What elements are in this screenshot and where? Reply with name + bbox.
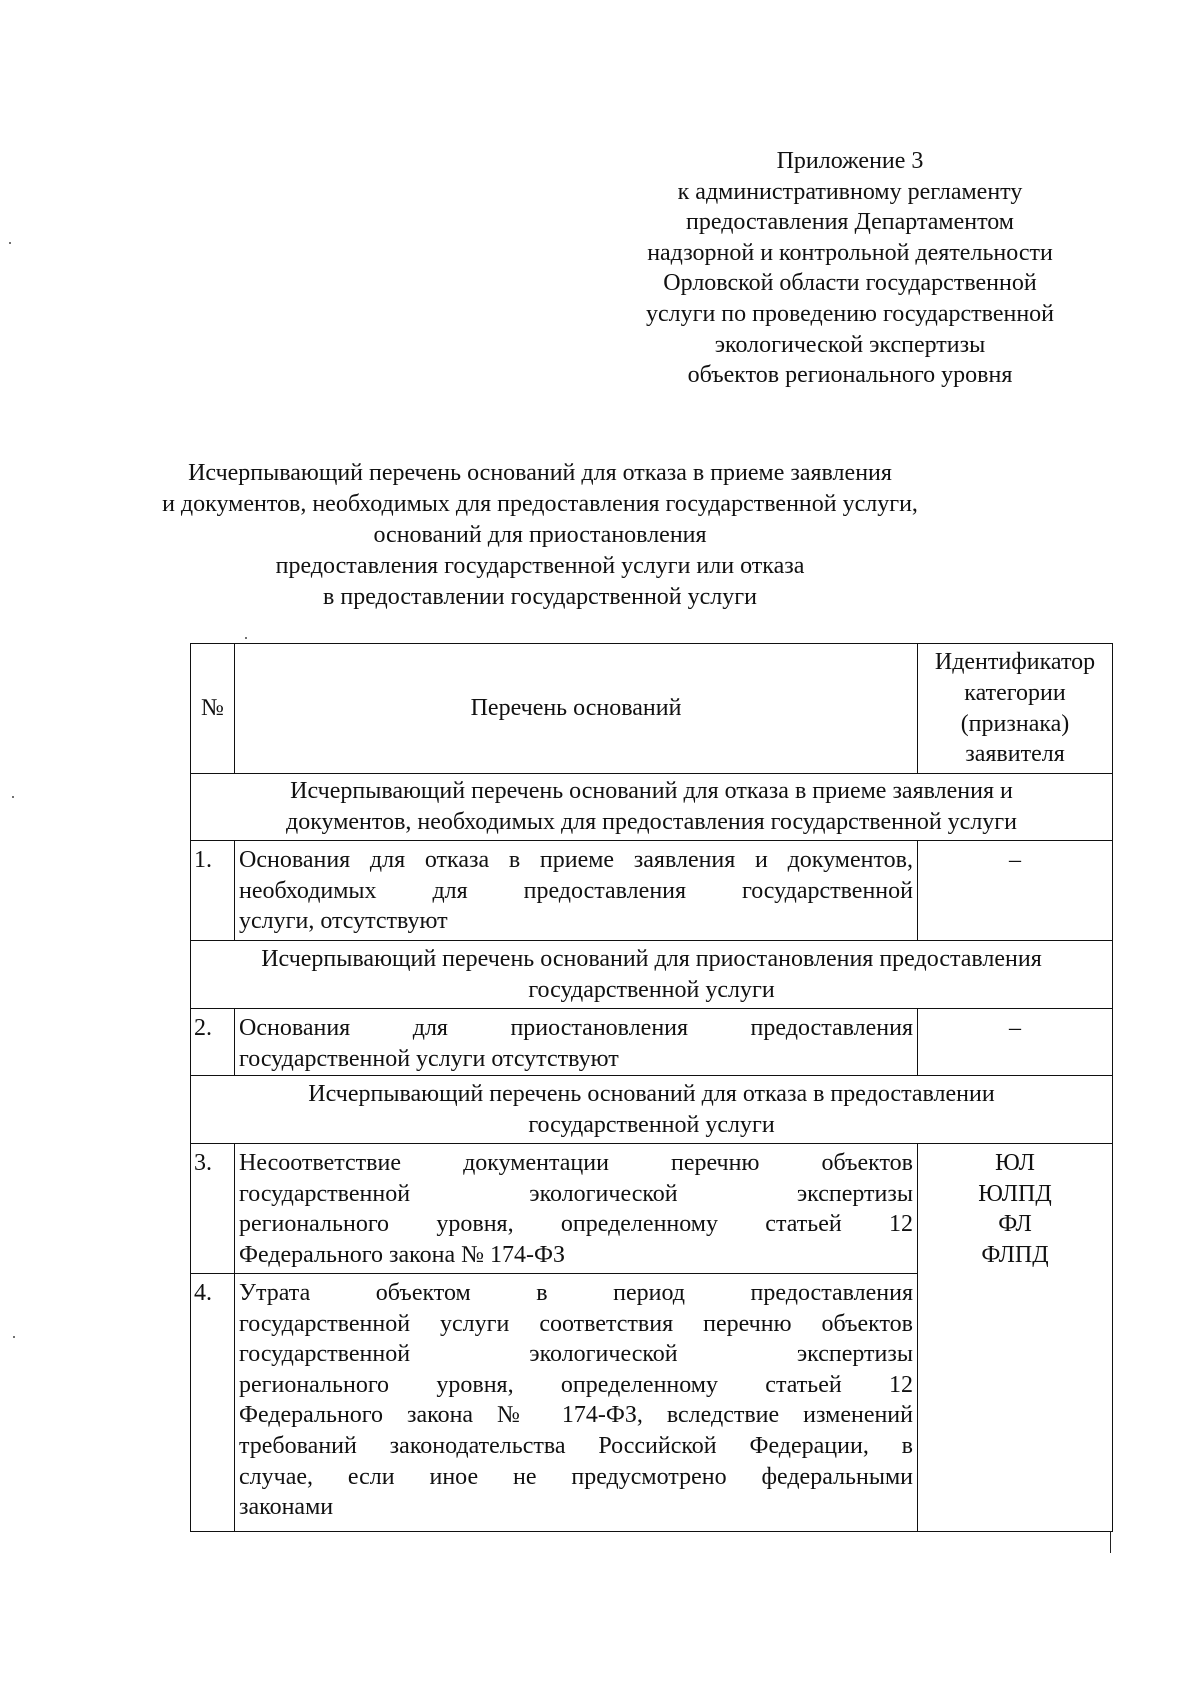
row-basis-line: законами xyxy=(239,1494,334,1521)
row-basis-line: Основания для отказа в приеме заявления и документов, xyxy=(239,847,913,873)
row-basis-line: государственной экологической экспертизы xyxy=(239,1341,913,1368)
header-identifier-line: категории xyxy=(964,679,1066,706)
row-identifier-cell: – xyxy=(918,1009,1113,1076)
row-basis-line: необходимых для предоставления государственной xyxy=(239,877,913,904)
row-basis-line: Основания для приостановления предоставления xyxy=(239,1015,913,1041)
row-basis-cell xyxy=(235,841,918,941)
section-row xyxy=(191,941,1113,1009)
row-basis-cell xyxy=(235,1144,918,1274)
row-num-cell: 3. xyxy=(191,1144,235,1274)
scan-border-line xyxy=(1110,1531,1111,1553)
title-line: Исчерпывающий перечень оснований для отказа в приеме заявления xyxy=(188,460,892,486)
identifier-code: ЮЛ xyxy=(995,1150,1035,1176)
appendix-line: предоставления Департаментом xyxy=(686,209,1014,236)
section-title-line: документов, необходимых для предоставления государственной услуги xyxy=(286,809,1017,835)
row-basis-line: Утрата объектом в период предоставления xyxy=(239,1280,913,1306)
row-basis-line: государственной экологической экспертизы xyxy=(239,1180,913,1207)
section-row xyxy=(191,1076,1113,1144)
scan-speck xyxy=(13,1336,15,1338)
table-row xyxy=(191,1144,1113,1274)
row-num-cell: 4. xyxy=(191,1274,235,1532)
header-identifier-line: (признака) xyxy=(960,710,1070,737)
identifier-code: ФЛ xyxy=(998,1211,1032,1238)
header-identifier-line: Идентификатор xyxy=(934,649,1096,676)
row-basis-cell xyxy=(235,1274,918,1532)
scan-speck xyxy=(12,796,14,798)
section-title-line: Исчерпывающий перечень оснований для отказа в предоставлении xyxy=(308,1080,995,1107)
row-basis-line: случае, если иное не предусмотрено федеральными xyxy=(239,1463,913,1490)
table-row xyxy=(191,1009,1113,1076)
appendix-line: к административному регламенту xyxy=(677,178,1023,205)
row-basis-cell xyxy=(235,1009,918,1076)
section-title-cell xyxy=(191,774,1113,841)
identifier-code: ЮЛПД xyxy=(978,1180,1052,1207)
table-header-row xyxy=(191,644,1113,774)
identifier-code: ФЛПД xyxy=(981,1241,1049,1268)
row-identifier-cell: – xyxy=(918,841,1113,941)
header-identifier-line: заявителя xyxy=(965,741,1065,768)
title-line: оснований для приостановления xyxy=(373,522,707,548)
row-basis-line: государственной услуги отсутствуют xyxy=(239,1045,619,1072)
row-identifier-cell xyxy=(918,1144,1113,1532)
grounds-table xyxy=(190,643,1113,1532)
appendix-line: Орловской области государственной xyxy=(663,270,1037,297)
section-row xyxy=(191,774,1113,841)
row-basis-line: Федерального закона № 174-ФЗ, вследствие изменений xyxy=(239,1402,913,1429)
appendix-header xyxy=(600,146,1100,391)
section-title-cell xyxy=(191,1076,1113,1144)
table-row xyxy=(191,841,1113,941)
section-title-line: Исчерпывающий перечень оснований для приостановления предоставления xyxy=(261,945,1042,972)
row-num-cell: 2. xyxy=(191,1009,235,1076)
row-num-cell: 1. xyxy=(191,841,235,941)
document-title xyxy=(150,458,930,613)
section-title-line: государственной услуги xyxy=(528,1111,775,1138)
title-line: в предоставлении государственной услуги xyxy=(323,584,757,610)
title-line: и документов, необходимых для предоставления государственной услуги, xyxy=(162,491,918,517)
row-basis-line: требований законодательства Российской Федерации, в xyxy=(239,1432,913,1459)
header-num-cell: № xyxy=(191,644,235,774)
section-title-line: государственной услуги xyxy=(528,976,775,1003)
appendix-line: объектов регионального уровня xyxy=(687,362,1013,389)
appendix-line: экологической экспертизы xyxy=(714,331,986,358)
scan-speck xyxy=(9,242,11,244)
row-basis-line: услуги, отсутствуют xyxy=(239,908,448,935)
row-basis-line: регионального уровня, определенному статьей 12 xyxy=(239,1371,913,1398)
row-basis-line: Несоответствие документации перечню объектов xyxy=(239,1150,913,1176)
row-basis-line: регионального уровня, определенному статьей 12 xyxy=(239,1211,913,1238)
appendix-line: Приложение 3 xyxy=(776,148,924,174)
title-line: предоставления государственной услуги или отказа xyxy=(275,553,805,579)
scan-speck xyxy=(245,637,247,639)
section-title-cell xyxy=(191,941,1113,1009)
header-identifier-cell xyxy=(918,644,1113,774)
appendix-line: услуги по проведению государственной xyxy=(645,300,1055,327)
section-title-line: Исчерпывающий перечень оснований для отказа в приеме заявления и xyxy=(290,778,1013,805)
row-basis-line: государственной услуги соответствия перечню объектов xyxy=(239,1310,913,1337)
header-basis-cell: Перечень оснований xyxy=(235,644,918,774)
appendix-line: надзорной и контрольной деятельности xyxy=(647,239,1053,266)
row-basis-line: Федерального закона № 174-ФЗ xyxy=(239,1241,565,1268)
